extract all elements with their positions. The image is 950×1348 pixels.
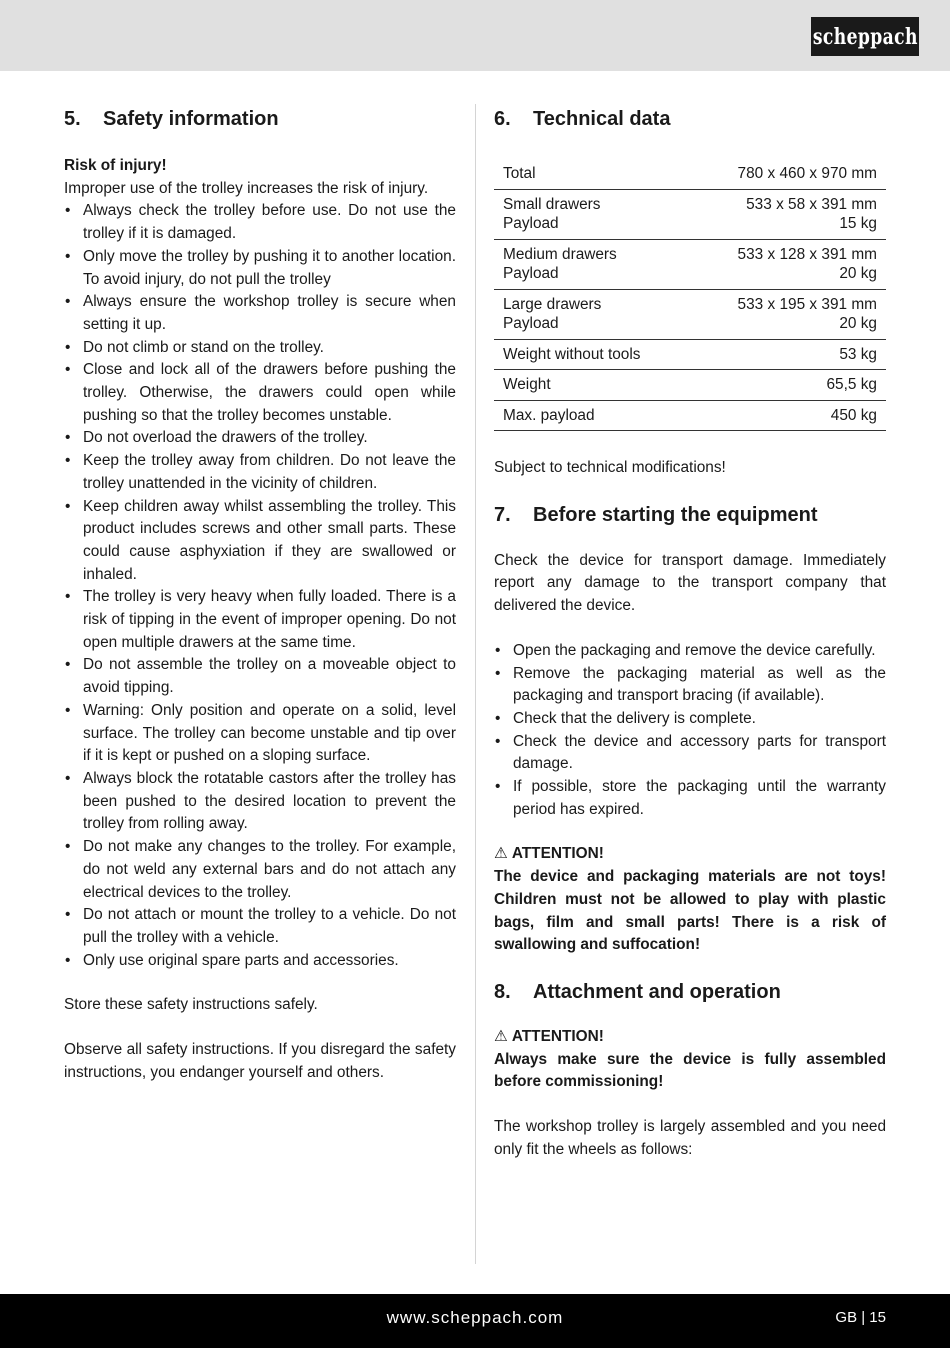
attention-heading: ⚠ ATTENTION! xyxy=(494,1026,886,1049)
table-row: Weight without tools 53 kg xyxy=(494,339,886,370)
page-number: GB | 15 xyxy=(835,1309,886,1326)
intro-text: Check the device for transport damage. Immediately report any damage to the transport company that delivered the device. xyxy=(494,551,886,615)
table-row: Total 780 x 460 x 970 mm xyxy=(494,159,886,189)
preparation-list xyxy=(494,640,886,822)
footer-bar xyxy=(0,1294,950,1348)
table-row: Large drawers Payload 533 x 195 x 391 mm 20 kg xyxy=(494,289,886,339)
website-link[interactable]: www.scheppach.com xyxy=(386,1308,564,1327)
column-divider xyxy=(475,104,476,1264)
intro-text: Improper use of the trolley increases the risk of injury. xyxy=(64,179,429,197)
section-heading: 7. Before starting the equipment xyxy=(494,503,818,526)
list-item: • If possible, store the packaging until the warranty period has expired. xyxy=(494,776,886,821)
right-column xyxy=(494,104,886,1161)
store-text: Store these safety instructions safely. xyxy=(64,996,318,1014)
technical-data-table xyxy=(494,159,886,431)
warning-triangle-icon: ⚠ xyxy=(494,1027,508,1045)
list-item: • Do not overload the drawers of the trolley. xyxy=(64,427,456,450)
safety-section xyxy=(64,104,456,1084)
list-item: • Keep children away whilst assembling the trolley. This product includes screws and other small parts. These could cause asphyxiation if they are swallowed or inhaled. xyxy=(64,496,456,587)
list-item: • Do not climb or stand on the trolley. xyxy=(64,337,456,360)
list-item: • Keep the trolley away from children. Do not leave the trolley unattended in the vicinity of children. xyxy=(64,450,456,495)
section-heading: 5. Safety information xyxy=(64,108,279,130)
modification-note: Subject to technical modifications! xyxy=(494,459,726,476)
list-item: • Always check the trolley before use. Do not use the trolley if it is damaged. xyxy=(64,200,456,245)
attention-text: Always make sure the device is fully assembled before commissioning! xyxy=(494,1050,886,1091)
list-item: • Do not assemble the trolley on a moveable object to avoid tipping. xyxy=(64,654,456,699)
list-item: • Always block the rotatable castors after the trolley has been pushed to the desired location to prevent the trolley from rolling away. xyxy=(64,768,456,836)
list-item: • Warning: Only position and operate on a solid, level surface. The trolley can become unstable and tip over if it is kept or pushed on a sloping surface. xyxy=(64,700,456,768)
section-heading: 8. Attachment and operation xyxy=(494,980,781,1003)
list-item: • Open the packaging and remove the device carefully. xyxy=(494,640,886,663)
list-item: • Only move the trolley by pushing it to another location. To avoid injury, do not pull the trolley xyxy=(64,246,456,291)
list-item: • Check that the delivery is complete. xyxy=(494,708,886,731)
list-item: • Only use original spare parts and accessories. xyxy=(64,950,456,973)
section-heading: 6. Technical data xyxy=(494,108,671,130)
list-item: • Close and lock all of the drawers before pushing the trolley. Otherwise, the drawers could open while pushing so that the trolley becomes unstable. xyxy=(64,359,456,427)
observe-text: Observe all safety instructions. If you disregard the safety instructions, you endanger yourself and others. xyxy=(64,1041,456,1081)
assembly-text: The workshop trolley is largely assembled and you need only fit the wheels as follows: xyxy=(494,1118,886,1158)
list-item: • Do not make any changes to the trolley. For example, do not weld any external bars and do not attach any electrical devices to the trolley. xyxy=(64,836,456,904)
table-row: Medium drawers Payload 533 x 128 x 391 mm 20 kg xyxy=(494,239,886,289)
warning-triangle-icon: ⚠ xyxy=(494,845,508,863)
safety-list xyxy=(64,200,456,972)
risk-heading: Risk of injury! xyxy=(64,157,167,174)
table-row: Max. payload 450 kg xyxy=(494,400,886,431)
table-row: Weight 65,5 kg xyxy=(494,370,886,401)
header-bar xyxy=(0,0,950,71)
attention-heading: ⚠ ATTENTION! xyxy=(494,843,886,866)
table-row: Small drawers Payload 533 x 58 x 391 mm 15 kg xyxy=(494,189,886,239)
list-item: • Check the device and accessory parts for transport damage. xyxy=(494,731,886,776)
list-item: • The trolley is very heavy when fully loaded. There is a risk of tipping in the event of improper opening. Do not open multiple drawers at the same time. xyxy=(64,586,456,654)
brand-logo: scheppach xyxy=(811,17,919,56)
list-item: • Do not attach or mount the trolley to a vehicle. Do not pull the trolley with a vehicle. xyxy=(64,904,456,949)
list-item: • Always ensure the workshop trolley is secure when setting it up. xyxy=(64,291,456,336)
attention-text: The device and packaging materials are not toys! Children must not be allowed to play with plastic bags, film and small parts! There is a risk of swallowing and suffocation! xyxy=(494,868,886,954)
list-item: • Remove the packaging material as well as the packaging and transport bracing (if available). xyxy=(494,663,886,708)
